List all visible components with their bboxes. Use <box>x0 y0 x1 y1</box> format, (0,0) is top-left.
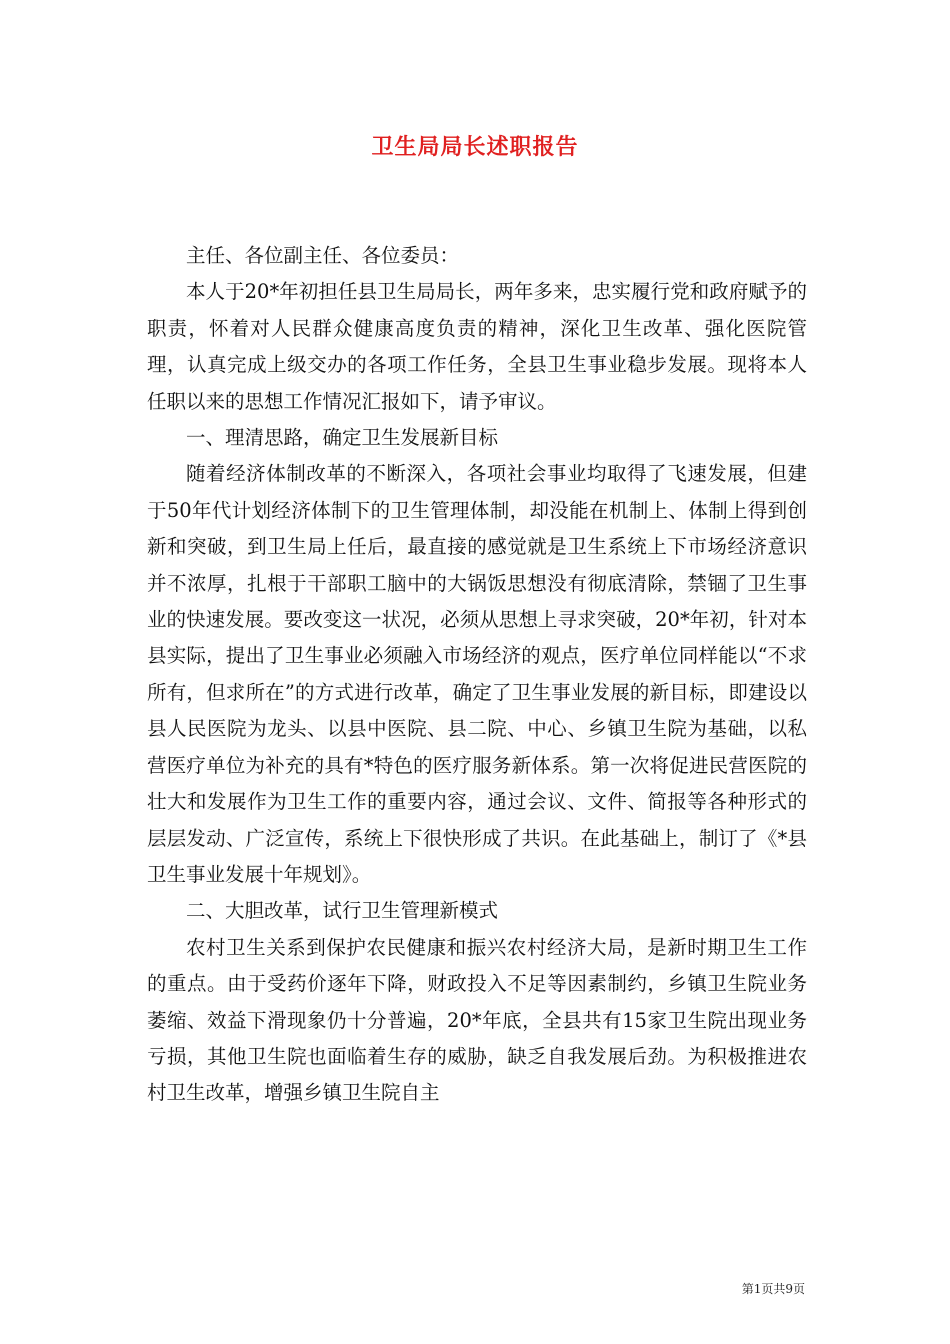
document-body <box>147 238 807 1112</box>
paragraph-intro: 本人于20*年初担任县卫生局局长，两年多来，忠实履行党和政府赋予的职责，怀着对人民群众健康高度负责的精神，深化卫生改革、强化医院管理，认真完成上级交办的各项工作任务，全县卫生事业稳步发展。现将本人任职以来的思想工作情况汇报如下，请予审议。 <box>147 280 807 413</box>
salutation: 主任、各位副主任、各位委员： <box>186 244 460 267</box>
paragraph-section-2: 农村卫生关系到保护农民健康和振兴农村经济大局，是新时期卫生工作的重点。由于受药价逐年下降，财政投入不足等因素制约，乡镇卫生院业务萎缩、效益下滑现象仍十分普遍，20*年底，全县共有15家卫生院出现业务亏损，其他卫生院也面临着生存的威胁，缺乏自我发展后劲。为积极推进农村卫生改革，增强乡镇卫生院自主 <box>147 935 807 1105</box>
page-footer <box>0 1280 805 1297</box>
paragraph-section-1: 随着经济体制改革的不断深入，各项社会事业均取得了飞速发展，但建于50年代计划经济体制下的卫生管理体制，却没能在机制上、体制上得到创新和突破，到卫生局上任后，最直接的感觉就是卫生系统上下市场经济意识并不浓厚，扎根于干部职工脑中的大锅饭思想没有彻底清除，禁锢了卫生事业的快速发展。要改变这一状况，必须从思想上寻求突破，20*年初，针对本县实际，提出了卫生事业必须融入市场经济的观点，医疗单位同样能以“不求所有，但求所在”的方式进行改革，确定了卫生事业发展的新目标，即建设以县人民医院为龙头、以县中医院、县二院、中心、乡镇卫生院为基础，以私营医疗单位为补充的具有*特色的医疗服务新体系。第一次将促进民营医院的壮大和发展作为卫生工作的重要内容，通过会议、文件、简报等各种形式的层层发动、广泛宣传，系统上下很快形成了共识。在此基础上，制订了《*县卫生事业发展十年规划》。 <box>147 462 807 886</box>
section-heading-1: 一、理清思路，确定卫生发展新目标 <box>186 426 499 450</box>
section-heading-2: 二、大胆改革，试行卫生管理新模式 <box>186 899 499 923</box>
page-number: 第1页共9页 <box>741 1282 805 1296</box>
document-title: 卫生局局长述职报告 <box>371 134 579 160</box>
